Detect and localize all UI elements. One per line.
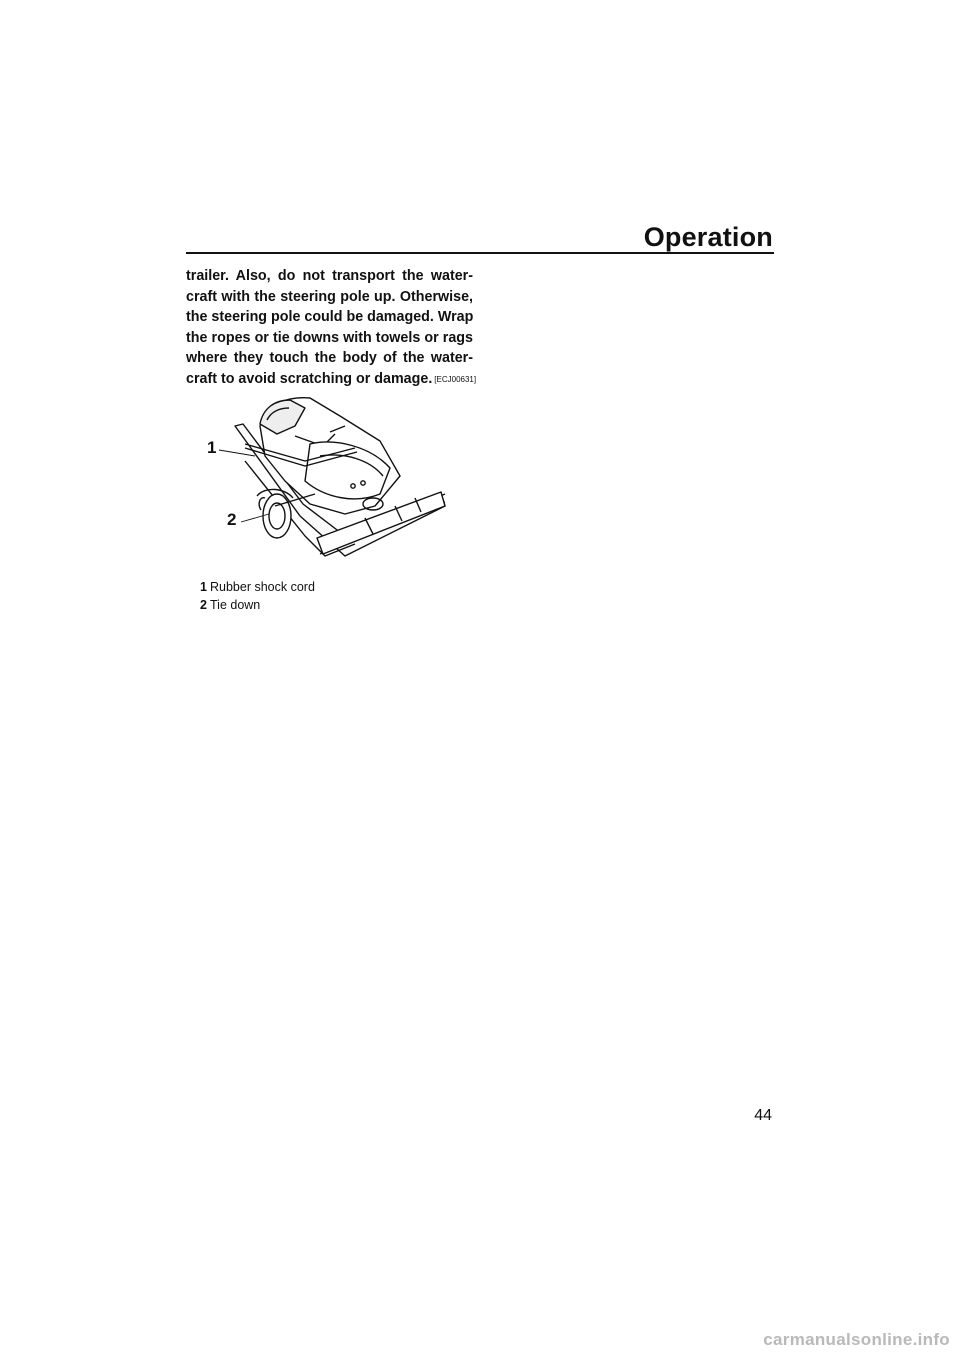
caution-line: the steering pole could be damaged. Wrap — [186, 309, 474, 326]
legend-number: 1 — [200, 580, 207, 594]
caution-line-text: craft to avoid scratching or damage. — [186, 370, 433, 387]
legend-number: 2 — [200, 598, 207, 612]
caution-line: the ropes or tie downs with towels or rags — [186, 329, 473, 346]
callout-1: 1 — [207, 438, 217, 457]
page-number: 44 — [754, 1107, 772, 1124]
legend-label: Tie down — [210, 598, 261, 612]
caution-paragraph — [186, 266, 477, 391]
legend-label: Rubber shock cord — [210, 580, 315, 594]
legend-item — [200, 596, 315, 614]
page-title: Operation — [643, 222, 773, 252]
watercraft-on-trailer-drawing — [205, 386, 455, 571]
trailer-illustration — [205, 386, 455, 571]
caution-code: [ECJ00631] — [434, 374, 477, 384]
watermark: carmanualsonline.info — [763, 1330, 950, 1349]
figure-legend — [200, 578, 315, 614]
callout-2: 2 — [227, 510, 237, 529]
caution-line: where they touch the body of the water- — [186, 350, 473, 367]
caution-line: trailer. Also, do not transport the water- — [186, 268, 473, 284]
legend-item — [200, 578, 315, 596]
caution-line: craft with the steering pole up. Otherwise, — [186, 288, 473, 305]
header-rule — [186, 252, 774, 254]
